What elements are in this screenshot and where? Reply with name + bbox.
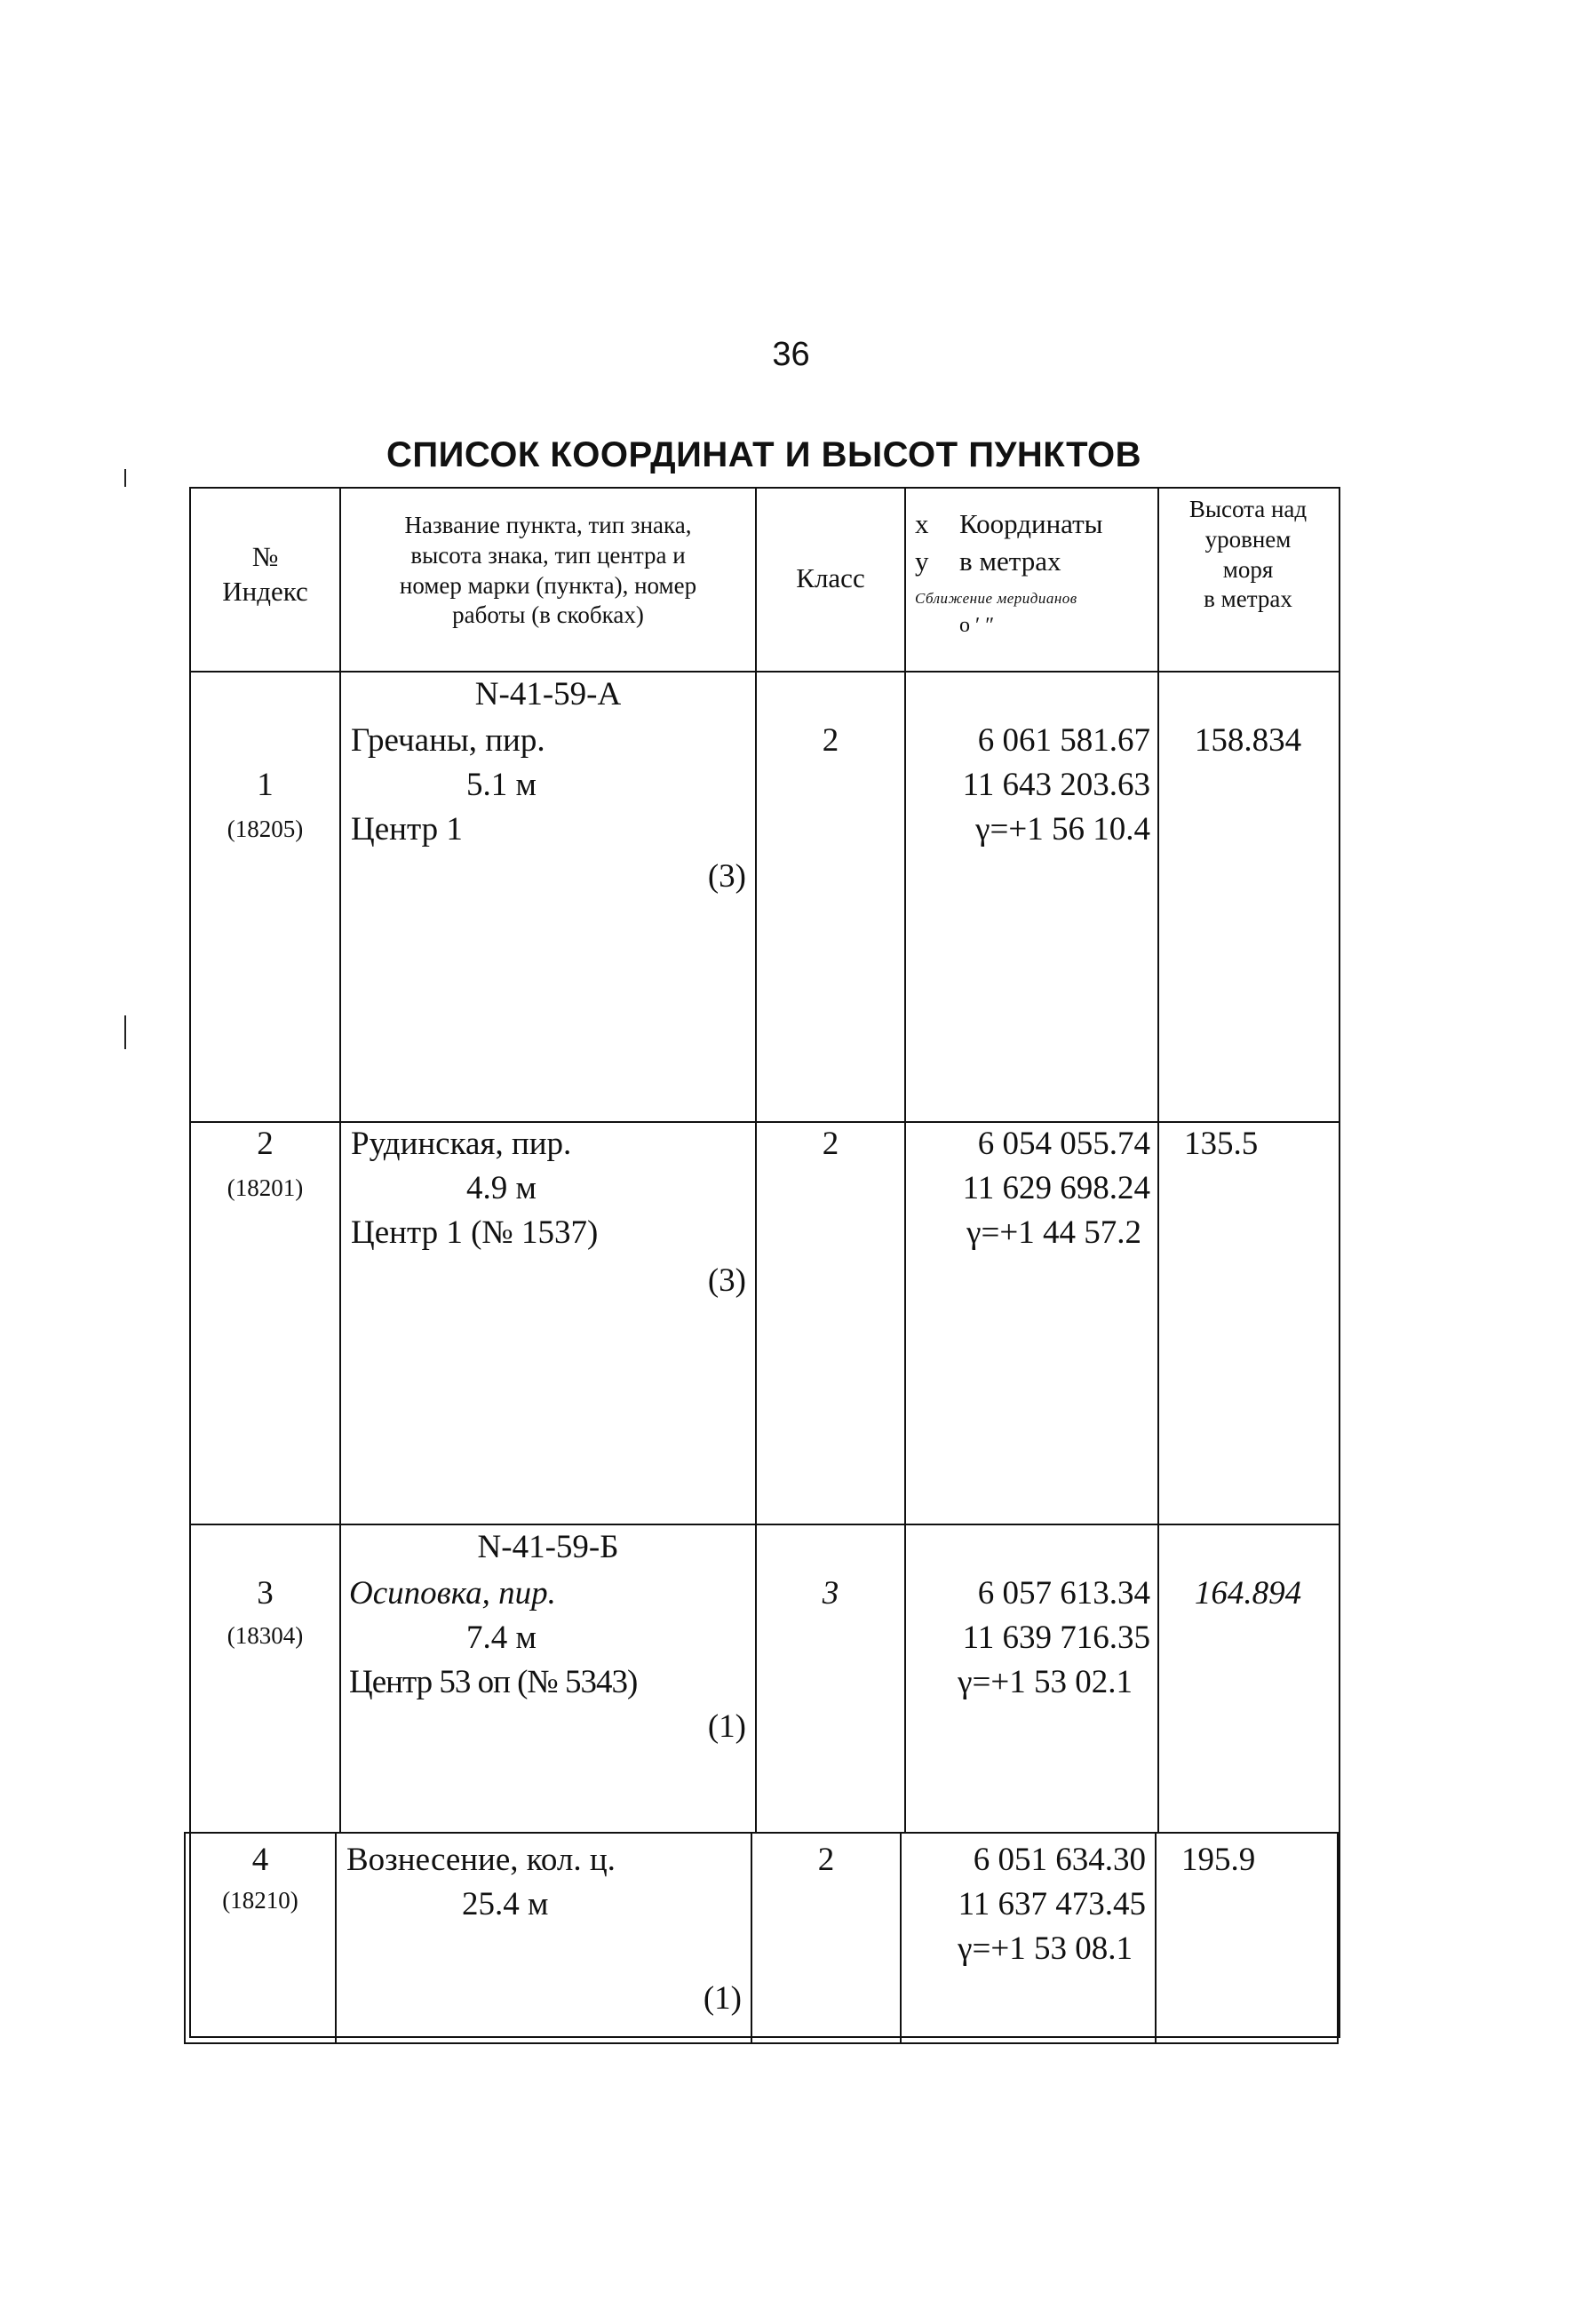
row-divider bbox=[189, 1524, 1339, 1525]
header-name bbox=[341, 511, 755, 631]
header-elevation bbox=[1159, 495, 1337, 615]
work-number: (1) bbox=[703, 1980, 742, 2017]
sign-height: 4.9 м bbox=[466, 1170, 537, 1206]
header-index bbox=[191, 540, 339, 609]
column-divider bbox=[1155, 1832, 1157, 2042]
header-elevation-line: Высота над bbox=[1188, 496, 1308, 522]
point-name: Вознесение, кол. ц. bbox=[346, 1842, 616, 1878]
point-number: 3 bbox=[257, 1575, 274, 1612]
elevation-value: 158.834 bbox=[1194, 722, 1302, 759]
point-name: Осиповка, пир. bbox=[349, 1575, 556, 1612]
meridian-convergence: γ=+1 56 10.4 bbox=[975, 811, 1150, 848]
point-number: 1 bbox=[257, 767, 274, 803]
elevation-value: 135.5 bbox=[1184, 1126, 1259, 1162]
point-index: (18205) bbox=[227, 816, 304, 842]
work-number: (1) bbox=[707, 1708, 746, 1745]
sign-height: 7.4 м bbox=[466, 1620, 537, 1656]
header-name-line: Название пункта, тип знака, bbox=[404, 512, 692, 538]
row-divider bbox=[189, 671, 1339, 673]
coord-y: 11 637 473.45 bbox=[958, 1886, 1146, 1922]
point-number: 2 bbox=[257, 1126, 274, 1162]
center-type: Центр 1 (№ 1537) bbox=[351, 1214, 599, 1251]
header-coord-label: Координаты bbox=[959, 508, 1103, 539]
coord-y: 11 643 203.63 bbox=[962, 767, 1150, 803]
page-title: СПИСОК КООРДИНАТ И ВЫСОТ ПУНКТОВ bbox=[386, 435, 1142, 474]
elevation-value: 164.894 bbox=[1194, 1575, 1302, 1612]
point-number: 4 bbox=[251, 1842, 269, 1878]
header-coordinates bbox=[906, 502, 1157, 666]
header-coord-units: в метрах bbox=[959, 545, 1061, 577]
sheet-label: N-41-59-Б bbox=[477, 1529, 619, 1565]
meridian-convergence: γ=+1 44 57.2 bbox=[966, 1214, 1141, 1251]
meridian-convergence: γ=+1 53 08.1 bbox=[958, 1930, 1133, 1967]
class-value: 2 bbox=[822, 722, 839, 759]
header-index-label: Индекс bbox=[222, 575, 308, 607]
work-number: (3) bbox=[707, 1262, 746, 1299]
coord-y: 11 639 716.35 bbox=[962, 1620, 1150, 1656]
page-number: 36 bbox=[772, 336, 810, 373]
header-elevation-line: моря bbox=[1222, 555, 1274, 583]
table-frame-upper bbox=[189, 487, 1340, 2038]
point-name: Рудинская, пир. bbox=[351, 1126, 572, 1162]
column-divider bbox=[335, 1832, 337, 2042]
coord-x: 6 054 055.74 bbox=[977, 1126, 1150, 1162]
margin-mark bbox=[124, 469, 126, 487]
center-type: Центр 53 оп (№ 5343) bbox=[349, 1664, 638, 1700]
meridian-convergence: γ=+1 53 02.1 bbox=[958, 1664, 1133, 1700]
header-name-line: номер марки (пункта), номер bbox=[399, 571, 697, 599]
header-no: № bbox=[251, 541, 279, 572]
point-name: Гречаны, пир. bbox=[351, 722, 545, 759]
margin-mark bbox=[124, 1015, 126, 1049]
header-coord-x: x bbox=[915, 508, 929, 539]
coord-y: 11 629 698.24 bbox=[962, 1170, 1150, 1206]
class-value: 3 bbox=[822, 1575, 839, 1612]
work-number: (3) bbox=[707, 858, 746, 895]
class-value: 2 bbox=[817, 1842, 835, 1878]
coord-x: 6 057 613.34 bbox=[977, 1575, 1150, 1612]
class-value: 2 bbox=[822, 1126, 839, 1162]
header-angle-units: о ʹ ʺ bbox=[959, 614, 994, 637]
header-elevation-line: уровнем bbox=[1204, 525, 1292, 553]
row-divider bbox=[189, 1121, 1339, 1123]
elevation-value: 195.9 bbox=[1181, 1842, 1256, 1878]
column-divider bbox=[1157, 487, 1159, 1832]
header-name-line: высота знака, тип центра и bbox=[410, 541, 686, 569]
header-coord-y: y bbox=[915, 545, 929, 577]
sheet-label: N-41-59-А bbox=[474, 676, 622, 712]
header-name-line: работы (в скобках) bbox=[452, 601, 644, 629]
point-index: (18304) bbox=[227, 1622, 304, 1649]
point-index: (18210) bbox=[222, 1887, 298, 1914]
header-class: Класс bbox=[796, 562, 865, 593]
center-type: Центр 1 bbox=[351, 811, 463, 848]
header-convergence: Сближение меридианов bbox=[915, 590, 1077, 607]
header-elevation-line: в метрах bbox=[1204, 585, 1292, 613]
coord-x: 6 051 634.30 bbox=[973, 1842, 1146, 1878]
sign-height: 5.1 м bbox=[466, 767, 537, 803]
point-index: (18201) bbox=[227, 1174, 304, 1201]
sign-height: 25.4 м bbox=[462, 1886, 549, 1922]
coord-x: 6 061 581.67 bbox=[977, 722, 1150, 759]
